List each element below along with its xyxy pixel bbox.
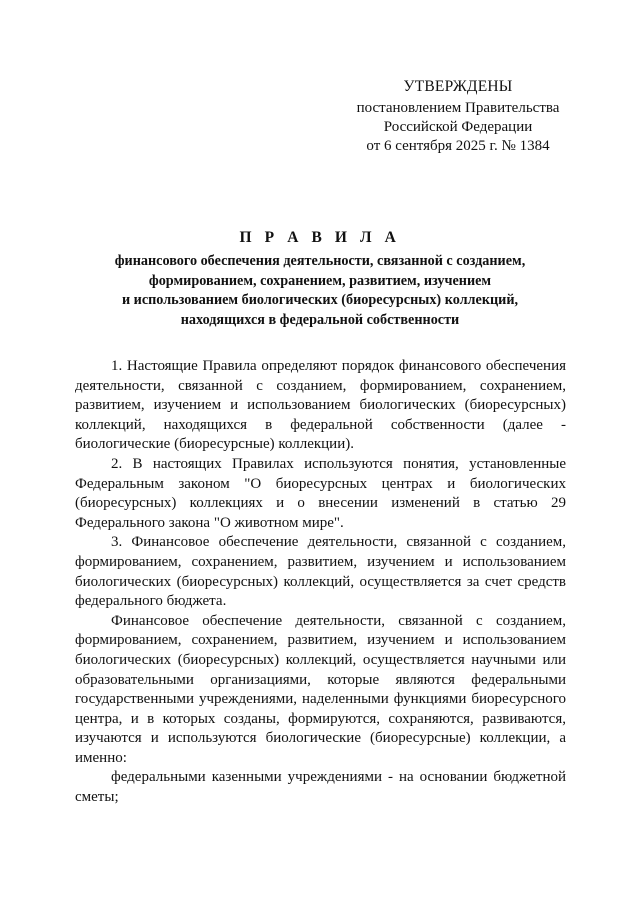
document-title: П Р А В И Л А [239, 229, 401, 246]
approval-title: УТВЕРЖДЕНЫ [403, 78, 513, 95]
subtitle-line-1: финансового обеспечения деятельности, связанной с созданием, [114, 253, 526, 269]
approval-stamp [330, 77, 586, 156]
paragraph-4: Финансовое обеспечение деятельности, связанной с созданием, формированием, сохранением, развитием, изучением и использованием биологических (биоресурсных) коллекций, осуществляется научными или образовательными организациями, которые являются федеральными государственными учреждениями, наделенными функциями биоресурсного центра, и в которых созданы, формируются, сохраняются, развиваются, изучаются и используются биологические (биоресурсные) коллекции, а именно: [75, 612, 566, 766]
subtitle-line-3: и использованием биологических (биоресурсных) коллекций, [121, 292, 519, 308]
subtitle-line-4: находящихся в федеральной собственности [180, 311, 460, 328]
paragraph-3: 3. Финансовое обеспечение деятельности, связанной с созданием, формированием, сохранением, развитием, изучением и использованием биологических (биоресурсных) коллекций, осуществляется за счет средств федерального бюджета. [75, 534, 566, 610]
approval-line-3: от 6 сентября 2025 г. № 1384 [366, 138, 550, 154]
subtitle-line-2: формированием, сохранением, развитием, изучением [148, 272, 492, 289]
paragraph-5: федеральными казенными учреждениями - на основании бюджетной сметы; [75, 769, 566, 806]
approval-line-1: постановлением Правительства [356, 100, 560, 116]
approval-line-2: Российской Федерации [383, 119, 533, 135]
document-body [75, 357, 566, 808]
paragraph-1: 1. Настоящие Правила определяют порядок финансового обеспечения деятельности, связанной с созданием, формированием, сохранением, развитием, изучением и использованием биологических (биоресурсных) коллекций, находящихся в федеральной собственности (далее - биологические (биоресурсные) коллекции). [75, 358, 566, 453]
paragraph-2: 2. В настоящих Правилах используются понятия, установленные Федеральным законом "О биоресурсных центрах и биологических (биоресурсных) коллекциях и о внесении изменений в статью 29 Федерального закона "О животном мире". [75, 455, 566, 531]
document-subtitle [60, 252, 580, 330]
